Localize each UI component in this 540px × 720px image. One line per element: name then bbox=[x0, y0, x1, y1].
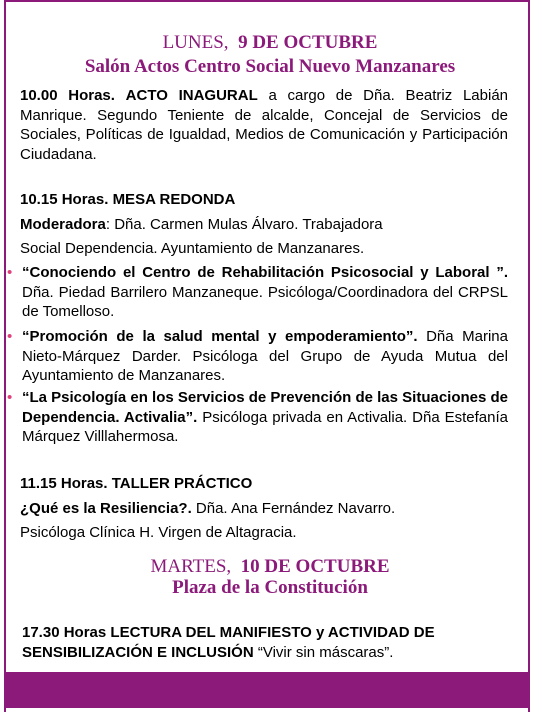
list-item bbox=[22, 388, 508, 447]
event2-time: 10.15 Horas. bbox=[20, 191, 109, 208]
event2-heading bbox=[20, 190, 508, 210]
event4-title: LECTURA DEL MANIFIESTO y ACTIVIDAD DE SENSIBILIZACIÓN E INCLUSIÓN bbox=[22, 624, 435, 661]
item-text: Dña. Piedad Barrilero Manzaneque. Psicóloga/Coordinadora del CRPSL de Tomelloso. bbox=[22, 283, 508, 320]
event3-heading bbox=[20, 474, 508, 494]
event4 bbox=[22, 623, 520, 663]
event1-time: 10.00 Horas. bbox=[20, 87, 115, 104]
bullet-icon: • bbox=[7, 328, 13, 345]
list-item bbox=[22, 263, 508, 322]
event4-time: 17.30 Horas bbox=[22, 624, 107, 641]
day1-weekday: LUNES, bbox=[162, 32, 229, 53]
day2-weekday: MARTES, bbox=[150, 556, 232, 577]
event3-time: 11.15 Horas. bbox=[20, 475, 108, 492]
event2-moderator-line2: Social Dependencia. Ayuntamiento de Manzanares. bbox=[20, 240, 365, 257]
day2-venue: Plaza de la Constitución bbox=[172, 577, 368, 598]
event4-text: “Vivir sin máscaras”. bbox=[253, 644, 394, 661]
bullet-icon: • bbox=[7, 389, 13, 406]
event1 bbox=[20, 86, 508, 164]
event1-title: ACTO INAGURAL bbox=[125, 87, 258, 104]
list-item bbox=[22, 327, 508, 386]
event3-question bbox=[20, 499, 508, 519]
event3-text: Dña. Ana Fernández Navarro. bbox=[191, 500, 396, 517]
moderator-label: Moderadora bbox=[20, 216, 106, 233]
footer-bar bbox=[4, 672, 530, 708]
day1-venue: Salón Actos Centro Social Nuevo Manzanares bbox=[84, 56, 456, 77]
bullet-icon: • bbox=[7, 264, 13, 281]
item-title: “Promoción de la salud mental y empoderamiento”. bbox=[22, 328, 418, 345]
event2-moderator bbox=[20, 215, 508, 235]
item-text: Psicóloga privada en Activalia. Dña Estefanía Márquez Villlahermosa. bbox=[22, 408, 508, 445]
item-title: “Conociendo el Centro de Rehabilitación Psicosocial y Laboral ”. bbox=[22, 264, 508, 281]
event1-text: a cargo de Dña. Beatriz Labián Manrique. Segundo Teniente de alcalde, Concejal de Servicios de Sociales, Políticas de Igualdad, Medios de Comunicación y Participación Ciudadana. bbox=[20, 87, 509, 163]
event3-question-text: ¿Qué es la Resiliencia?. bbox=[20, 500, 192, 517]
item-title: “La Psicología en los Servicios de Prevención de las Situaciones de Dependencia. Activalia”. bbox=[22, 389, 509, 426]
item-text: Dña Marina Nieto-Márquez Darder. Psicóloga del Grupo de Ayuda Mutua del Ayuntamiento de Manzanares. bbox=[22, 328, 508, 384]
moderator-text: : Dña. Carmen Mulas Álvaro. Trabajadora bbox=[105, 216, 383, 233]
day1-header bbox=[0, 32, 540, 54]
day2-header bbox=[0, 556, 540, 578]
event3-line2: Psicóloga Clínica H. Virgen de Altagracia. bbox=[20, 524, 297, 541]
day2-date: 10 DE OCTUBRE bbox=[240, 556, 390, 577]
event2-title: MESA REDONDA bbox=[112, 191, 236, 208]
day1-date: 9 DE OCTUBRE bbox=[238, 32, 378, 53]
event3-title: TALLER PRÁCTICO bbox=[111, 475, 253, 492]
